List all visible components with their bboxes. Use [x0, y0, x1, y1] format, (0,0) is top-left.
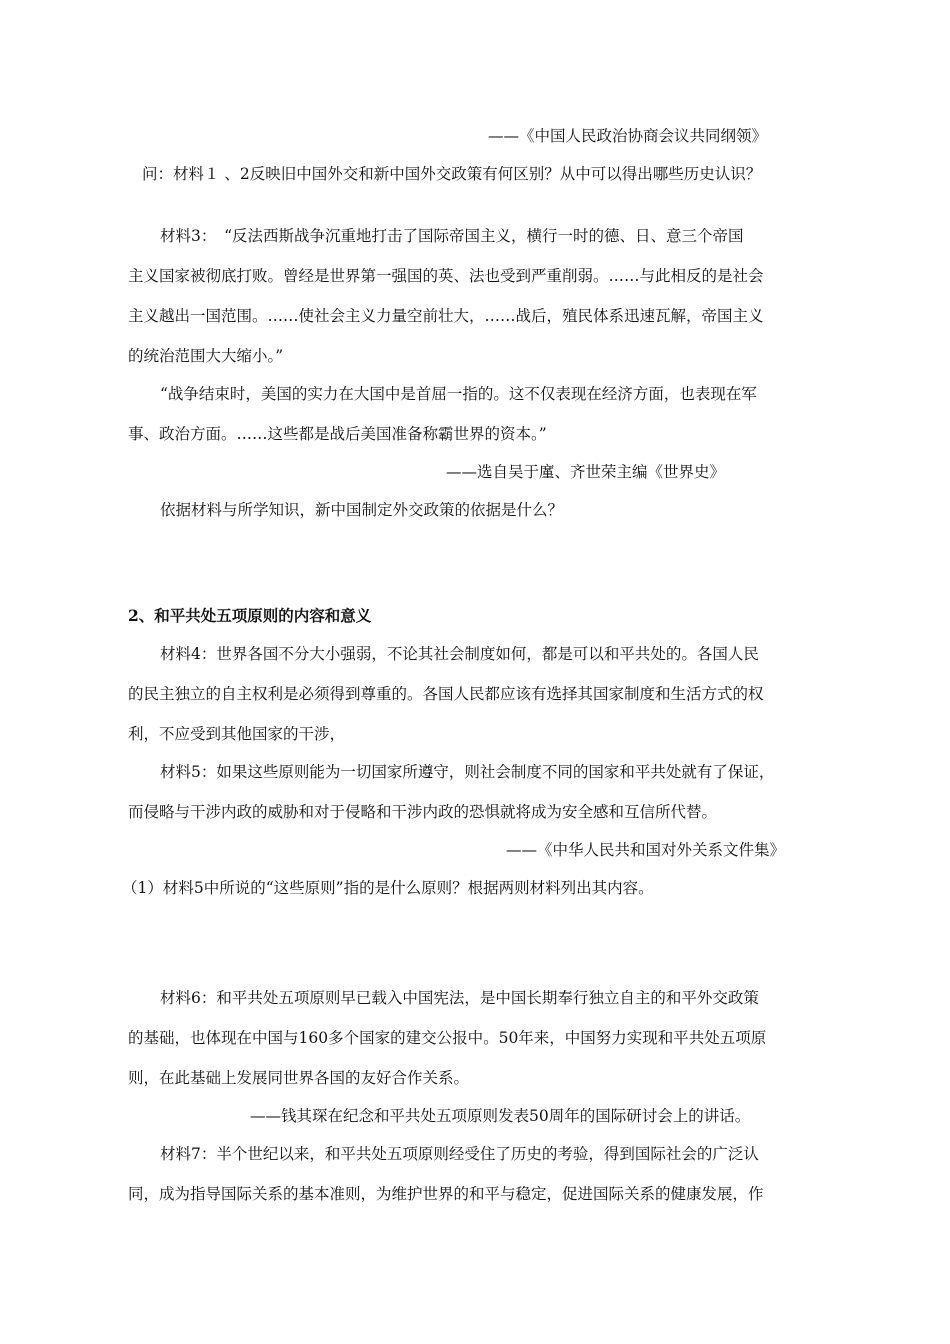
question-text: 依据材料与所学知识，新中国制定外交政策的依据是什么？ — [160, 501, 564, 519]
source-citation: ——《中华人民共和国对外关系文件集》 — [506, 841, 786, 859]
material-5-text: 而侵略与干涉内政的威胁和对于侵略和干涉内政的恐惧就将成为安全感和互信所代替。 — [128, 803, 718, 821]
material-6-text: 材料6：和平共处五项原则早已载入中国宪法，是中国长期奉行独立自主的和平外交政策 — [160, 989, 759, 1007]
material-6-text: 的基础，也体现在中国与160多个国家的建交公报中。50年来，中国努力实现和平共处五项原 — [128, 1029, 767, 1047]
material-6-text: 则，在此基础上发展同世界各国的友好合作关系。 — [128, 1069, 470, 1087]
source-citation: ——钱其琛在纪念和平共处五项原则发表50周年的国际研讨会上的讲话。 — [250, 1107, 751, 1125]
section-heading: 2、和平共处五项原则的内容和意义 — [128, 606, 372, 625]
material-5-text: 材料5：如果这些原则能为一切国家所遵守，则社会制度不同的国家和平共处就有了保证， — [160, 763, 775, 781]
material-3-text: 主义越出一国范围。……使社会主义力量空前壮大，……战后，殖民体系迅速瓦解，帝国主义 — [128, 307, 764, 325]
material-3-text: “战争结束时，美国的实力在大国中是首屈一指的。这不仅表现在经济方面，也表现在军 — [160, 385, 757, 403]
material-3-text: 的统治范围大大缩小。” — [128, 347, 284, 365]
question-text: 问：材料１ 、2反映旧中国外交和新中国外交政策有何区别？从中可以得出哪些历史认识？ — [142, 165, 762, 183]
material-4-text: 材料4：世界各国不分大小强弱，不论其社会制度如何，都是可以和平共处的。各国人民 — [160, 645, 759, 663]
question-text: （1）材料5中所说的“这些原则”指的是什么原则？根据两则材料列出其内容。 — [122, 879, 654, 897]
material-7-text: 同，成为指导国际关系的基本准则，为维护世界的和平与稳定，促进国际关系的健康发展，作 — [128, 1185, 764, 1203]
material-7-text: 材料7：半个世纪以来，和平共处五项原则经受住了历史的考验，得到国际社会的广泛认 — [160, 1145, 759, 1163]
source-citation: ——《中国人民政治协商会议共同纲领》 — [488, 127, 768, 145]
material-4-text: 利，不应受到其他国家的干涉， — [128, 725, 346, 743]
material-3-text: 材料3： “反法西斯战争沉重地打击了国际帝国主义，横行一时的德、日、意三个帝国 — [160, 227, 744, 245]
material-3-text: 事、政治方面。……这些都是战后美国准备称霸世界的资本。” — [128, 425, 547, 443]
source-citation: ——选自吴于廑、齐世荣主编《世界史》 — [446, 463, 726, 481]
material-3-text: 主义国家被彻底打败。曾经是世界第一强国的英、法也受到严重削弱。……与此相反的是社会 — [128, 267, 764, 285]
material-4-text: 的民主独立的自主权利是必须得到尊重的。各国人民都应该有选择其国家制度和生活方式的权 — [128, 685, 764, 703]
